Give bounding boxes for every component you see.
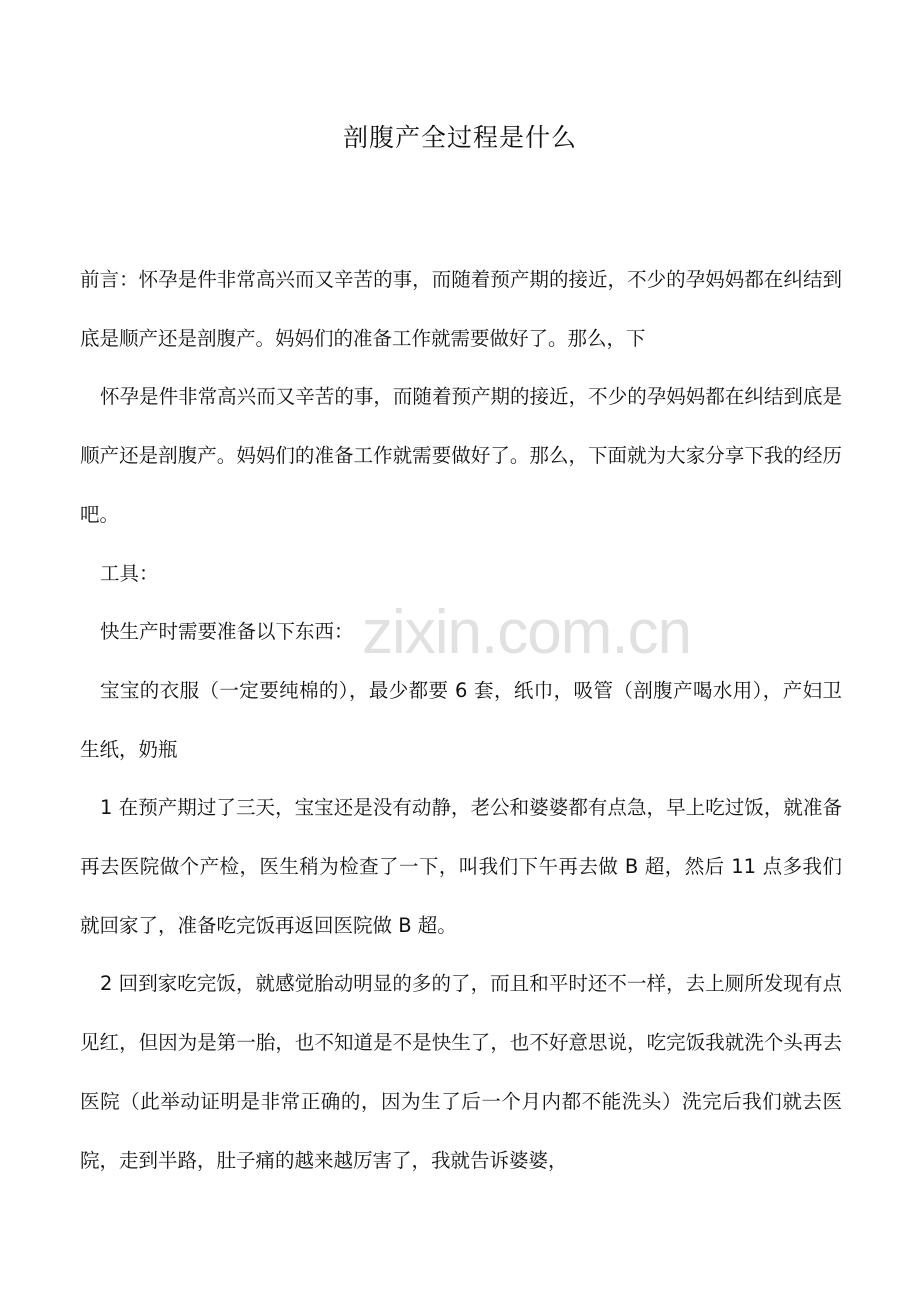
watermark: zixin.com.cn — [362, 598, 692, 667]
paragraph-intro: 怀孕是件非常高兴而又辛苦的事，而随着预产期的接近，不少的孕妈妈都在纠结到底是顺产还是剖腹产。妈妈们的准备工作就需要做好了。那么，下面就为大家分享下我的经历吧。 — [80, 385, 842, 526]
paragraph-step-2: 2 回到家吃完饭，就感觉胎动明显的多的了，而且和平时还不一样，去上厕所发现有点见红，但因为是第一胎，也不知道是不是快生了，也不好意思说，吃完饭我就洗个头再去医院（此举动证明是非常正确的，因为生了后一个月内都不能洗头）洗完后我们就去医院，走到半路，肚子痛的越来越厉害了，我就告诉婆婆， — [80, 972, 842, 1172]
paragraph-prep-items: 宝宝的衣服（一定要纯棉的），最少都要 6 套，纸巾，吸管（剖腹产喝水用），产妇卫生纸，奶瓶 — [80, 678, 842, 761]
paragraph-step-1: 1 在预产期过了三天，宝宝还是没有动静，老公和婆婆都有点急，早上吃过饭，就准备再去医院做个产检，医生稍为检查了一下，叫我们下午再去做 B 超，然后 11 点多我们就回家了，准备吃完饭再返回医院做 B 超。 — [80, 796, 842, 937]
document-title: 剖腹产全过程是什么 — [342, 123, 577, 152]
document-body — [80, 251, 842, 1190]
paragraph-preface: 前言：怀孕是件非常高兴而又辛苦的事，而随着预产期的接近，不少的孕妈妈都在纠结到底是顺产还是剖腹产。妈妈们的准备工作就需要做好了。那么，下 — [80, 268, 842, 350]
paragraph-tools-heading: 工具： — [100, 561, 159, 585]
paragraph-prep-intro: 快生产时需要准备以下东西： — [100, 620, 354, 644]
